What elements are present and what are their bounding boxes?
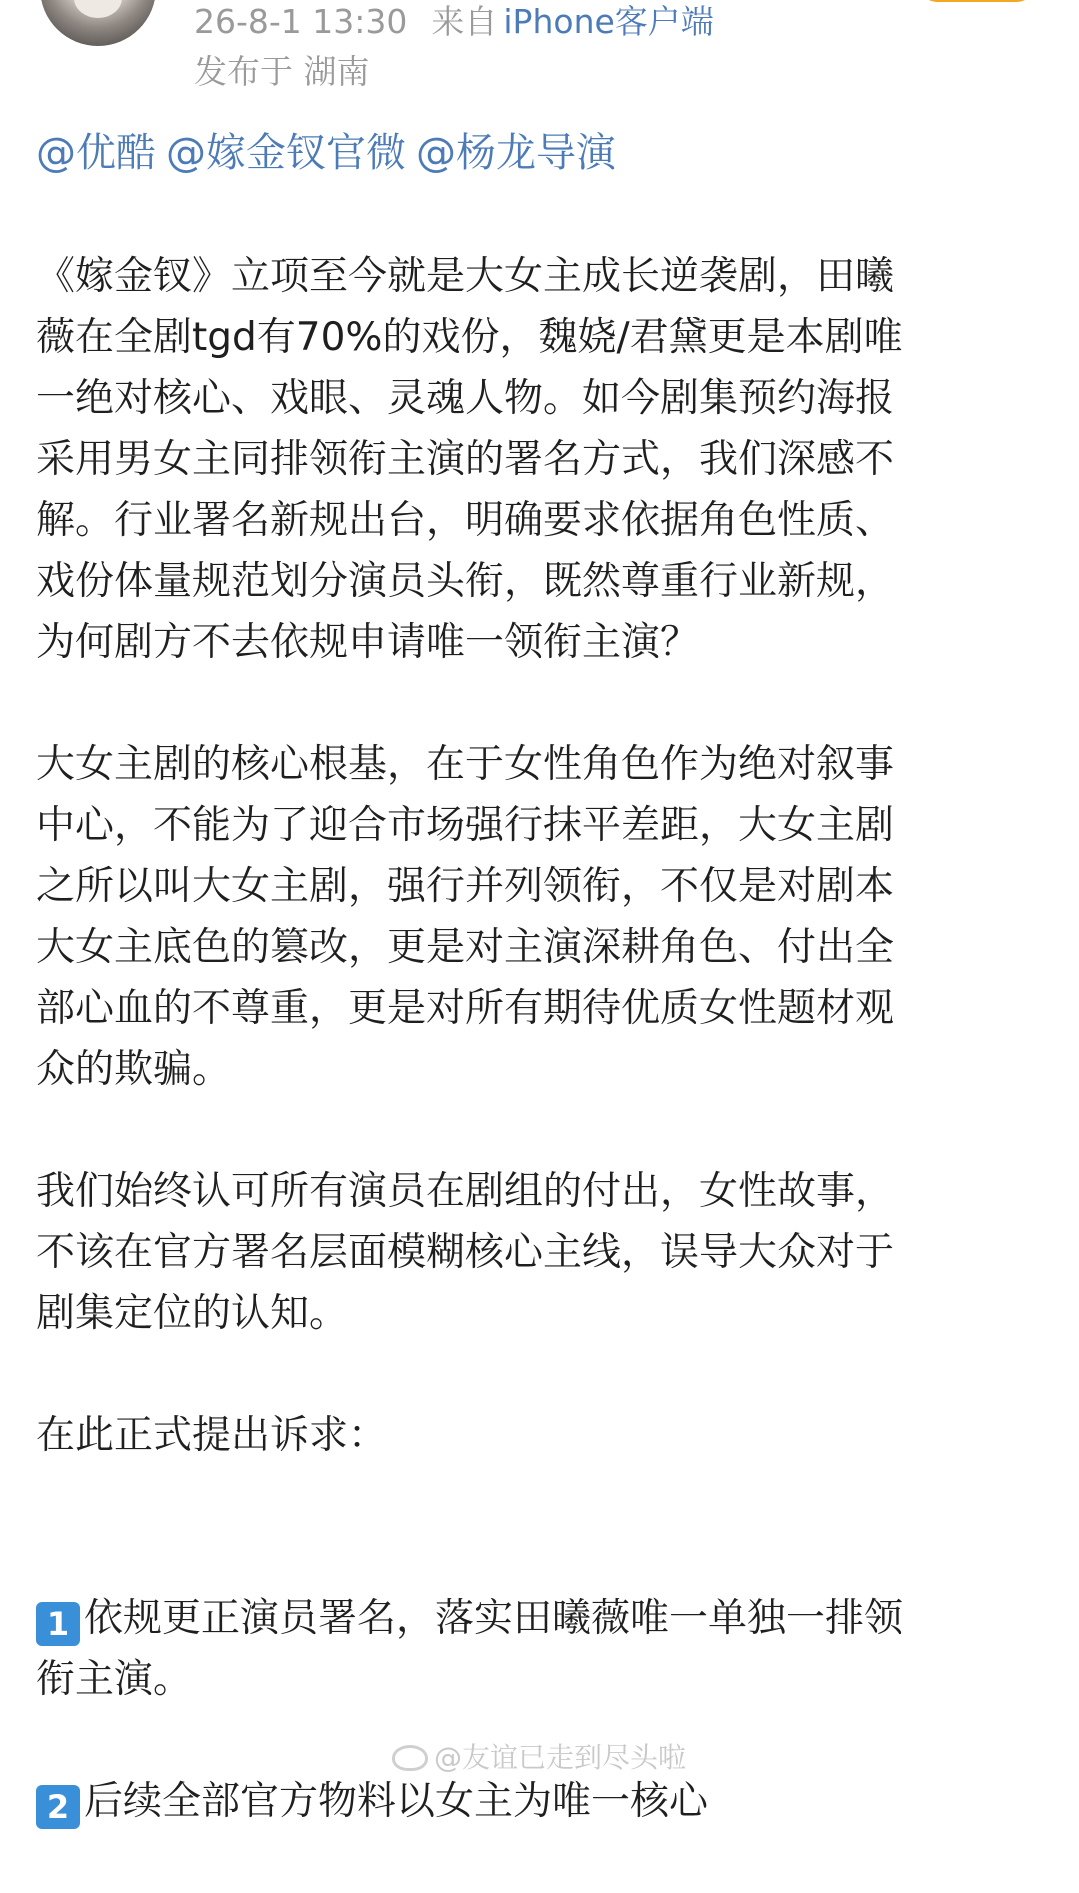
post-body	[36, 246, 1046, 1893]
client-link[interactable]: iPhone客户端	[503, 2, 714, 41]
demand-text: 后续全部官方物料以女主为唯一核心	[84, 1779, 709, 1824]
avatar[interactable]	[40, 0, 156, 46]
weibo-icon	[392, 1745, 428, 1771]
mention-director-yanglong[interactable]: @杨龙导演	[416, 130, 616, 176]
watermark	[392, 1738, 686, 1778]
paragraph-4: 在此正式提出诉求：	[36, 1413, 388, 1458]
demand-item	[36, 1588, 1046, 1710]
post-meta	[194, 4, 714, 40]
post-timestamp: 26-8-1 13:30	[194, 2, 408, 41]
post-location: 发布于 湖南	[194, 52, 370, 91]
keycap-two-icon: 2	[36, 1785, 80, 1829]
paragraph-3: 我们始终认可所有演员在剧组的付出，女性故事， 不该在官方署名层面模糊核心主线，误导大众对于 剧集定位的认知。	[36, 1169, 895, 1336]
source-prefix: 来自	[431, 2, 498, 41]
demand-item	[36, 1771, 1046, 1832]
keycap-one-icon: 1	[36, 1602, 80, 1646]
paragraph-2: 大女主剧的核心根基，在于女性角色作为绝对叙事 中心，不能为了迎合市场强行抹平差距，大女主剧 之所以叫大女主剧，强行并列领衔，不仅是对剧本 大女主底色的篡改，更是对主演深耕角色、付出全 部心血的不尊重，更是对所有期待优质女性题材观 众的欺骗。	[36, 742, 895, 1092]
mention-youku[interactable]: @优酷	[36, 130, 156, 176]
demand-text: 依规更正演员署名，落实田曦薇唯一单独一排领 衔主演。	[36, 1596, 904, 1702]
follow-button[interactable]	[917, 0, 1037, 2]
mentions-line	[36, 128, 626, 178]
paragraph-1: 《嫁金钗》立项至今就是大女主成长逆袭剧，田曦 薇在全剧tgd有70%的戏份，魏娆/君黛更是本剧唯 一绝对核心、戏眼、灵魂人物。如今剧集预约海报 采用男女主同排领衔主演的署名方式，我们深感不 解。行业署名新规出台，明确要求依据角色性质、 戏份体量规范划分演员头衔，既然尊重行业新规， 为何剧方不去依规申请唯一领衔主演？	[36, 254, 903, 665]
watermark-text: @友谊已走到尽头啦	[434, 1741, 687, 1774]
mention-jiajinchai-official[interactable]: @嫁金钗官微	[166, 130, 406, 176]
demands-list	[36, 1527, 1046, 1893]
